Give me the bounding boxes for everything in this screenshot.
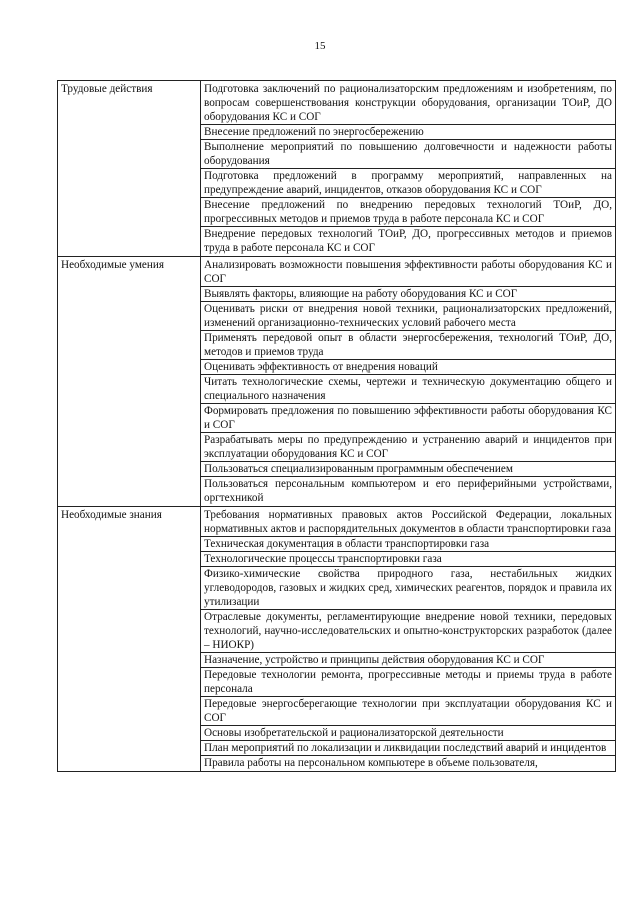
list-item: Технологические процессы транспортировки газа: [201, 552, 615, 567]
list-item: Выявлять факторы, влияющие на работу оборудования КС и СОГ: [201, 287, 615, 302]
list-item: Отраслевые документы, регламентирующие внедрение новой техники, передовых технологий, научно-исследовательских и опытно-конструкторских разработок (далее – НИОКР): [201, 610, 615, 653]
list-item: Читать технологические схемы, чертежи и техническую документацию общего и специального назначения: [201, 375, 615, 404]
list-item: Внесение предложений по энергосбережению: [201, 125, 615, 140]
list-item: Передовые технологии ремонта, прогрессивные методы и приемы труда в работе персонала: [201, 668, 615, 697]
list-item: Выполнение мероприятий по повышению долговечности и надежности работы оборудования: [201, 140, 615, 169]
list-item: Подготовка предложений в программу мероприятий, направленных на предупреждение аварий, инцидентов, отказов оборудования КС и СОГ: [201, 169, 615, 198]
list-item: План мероприятий по локализации и ликвидации последствий аварий и инцидентов: [201, 741, 615, 756]
table-row-labor-actions: [58, 81, 616, 257]
list-item: Внесение предложений по внедрению передовых технологий ТОиР, ДО, прогрессивных методов и приемов труда в работе персонала КС и СОГ: [201, 198, 615, 227]
section-label-required-skills: Необходимые умения: [58, 257, 201, 507]
section-label-labor-actions: Трудовые действия: [58, 81, 201, 257]
list-item: Применять передовой опыт в области энергосбережения, технологий ТОиР, ДО, методов и приемов труда: [201, 331, 615, 360]
list-item: Пользоваться персональным компьютером и его периферийными устройствами, оргтехникой: [204, 478, 612, 504]
list-item: Назначение, устройство и принципы действия оборудования КС и СОГ: [201, 653, 615, 668]
list-item: Техническая документация в области транспортировки газа: [201, 537, 615, 552]
list-item: Оценивать риски от внедрения новой техники, рационализаторских предложений, изменений организационно-технических условий рабочего места: [201, 302, 615, 331]
list-item: Пользоваться специализированным программным обеспечением: [201, 462, 615, 477]
competency-table: [57, 80, 616, 772]
page-number: 15: [314, 40, 326, 52]
list-item: Правила работы на персональном компьютере в объеме пользователя,: [204, 757, 538, 769]
list-item: Требования нормативных правовых актов Российской Федерации, локальных нормативных актов и распорядительных документов в области транспортировки газа: [201, 508, 615, 537]
table-row-required-skills: [58, 257, 616, 507]
list-item: Внедрение передовых технологий ТОиР, ДО, прогрессивных методов и приемов труда в работе персонала КС и СОГ: [204, 228, 612, 254]
list-item: Формировать предложения по повышению эффективности работы оборудования КС и СОГ: [201, 404, 615, 433]
list-item: Основы изобретательской и рационализаторской деятельности: [201, 726, 615, 741]
section-items-required-knowledge: [201, 507, 616, 772]
list-item: Подготовка заключений по рационализаторским предложениям и изобретениям, по вопросам совершенствования конструкции оборудования, организации ТОиР, ДО оборудования КС и СОГ: [201, 82, 615, 125]
list-item: Разрабатывать меры по предупреждению и устранению аварий и инцидентов при эксплуатации оборудования КС и СОГ: [201, 433, 615, 462]
section-label-required-knowledge: Необходимые знания: [58, 507, 201, 772]
list-item: Передовые энергосберегающие технологии при эксплуатации оборудования КС и СОГ: [201, 697, 615, 726]
list-item: Оценивать эффективность от внедрения новаций: [201, 360, 615, 375]
section-items-required-skills: [201, 257, 616, 507]
table-row-required-knowledge: [58, 507, 616, 772]
list-item: Анализировать возможности повышения эффективности работы оборудования КС и СОГ: [201, 258, 615, 287]
list-item: Физико-химические свойства природного газа, нестабильных жидких углеводородов, газовых и жидких сред, химических реагентов, порядок и правила их утилизации: [201, 567, 615, 610]
section-items-labor-actions: [201, 81, 616, 257]
